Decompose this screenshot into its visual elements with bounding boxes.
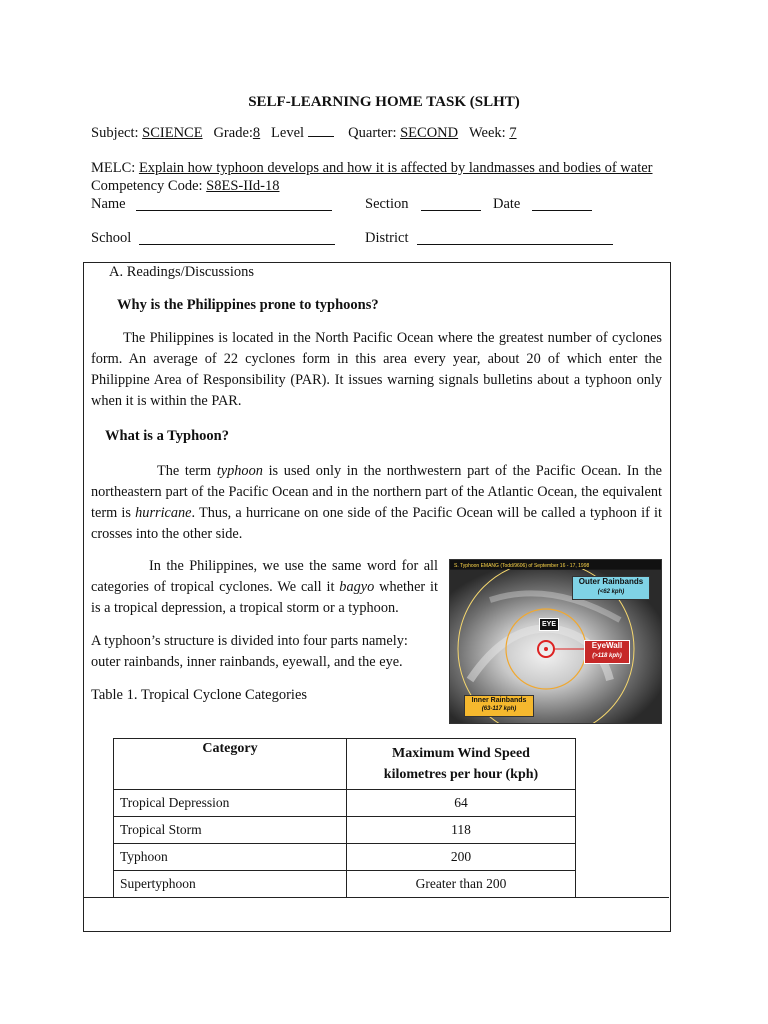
grade-value: 8 <box>252 125 261 141</box>
melc-value: Explain how typhoon develops and how it is affected by landmasses and bodies of water <box>138 160 653 176</box>
question-typhoon: What is a Typhoon? <box>105 428 229 444</box>
speed-cell: 64 <box>347 790 576 817</box>
outer-rainbands-label: Outer Rainbands (<62 kph) <box>572 576 650 600</box>
week-value: 7 <box>509 125 517 141</box>
school-line <box>91 230 131 247</box>
name-label: Name <box>91 196 126 212</box>
quarter-label: Quarter: <box>348 125 401 141</box>
category-cell: Supertyphoon <box>114 871 347 898</box>
competency-code-line <box>91 178 279 195</box>
melc-label: MELC: <box>91 160 139 176</box>
week-label: Week: <box>469 125 510 141</box>
table-row <box>114 871 576 898</box>
category-cell: Tropical Storm <box>114 817 347 844</box>
melc-line <box>91 160 653 177</box>
name-blank[interactable] <box>136 198 332 211</box>
section-label: Section <box>365 196 409 212</box>
speed-cell: Greater than 200 <box>347 871 576 898</box>
date-blank[interactable] <box>532 198 592 211</box>
category-cell: Tropical Depression <box>114 790 347 817</box>
grade-label: Grade: <box>213 125 253 141</box>
header-category: Category <box>114 739 347 790</box>
paragraph-philippines: The Philippines is located in the North Pacific Ocean where the greatest number of cyclones form. An average of 22 cyclones form in this area every year, about 20 of which enter the Philippine Area of Responsibility (PAR). It issues warning signals bulletins about a typhoon only when it is within the PAR. <box>91 330 662 409</box>
school-blank[interactable] <box>139 232 335 245</box>
subject-label: Subject: <box>91 125 143 141</box>
table-caption: Table 1. Tropical Cyclone Categories <box>91 687 308 703</box>
district-line <box>365 230 409 247</box>
level-label: Level <box>271 125 305 141</box>
date-line <box>493 196 520 213</box>
section-line <box>365 196 409 213</box>
date-label: Date <box>493 196 521 212</box>
cyclone-category-table <box>113 738 576 898</box>
question-philippines: Why is the Philippines prone to typhoons? <box>117 297 379 313</box>
subject-line <box>91 124 520 142</box>
table-row <box>114 844 576 871</box>
quarter-value: SECOND <box>400 125 459 141</box>
inner-rainbands-label: Inner Rainbands (63-117 kph) <box>464 695 534 717</box>
paragraph-structure: A typhoon’s structure is divided into four parts namely: outer rainbands, inner rainbands, eyewall, and the eye. <box>91 633 408 670</box>
level-blank[interactable] <box>308 124 334 137</box>
table-row <box>114 790 576 817</box>
district-blank[interactable] <box>417 232 613 245</box>
figure-heading: S. Typhoon EMANG (Todd/9606) of September 16 - 17, 1998 <box>454 563 590 569</box>
district-label: District <box>365 230 409 246</box>
school-label: School <box>91 230 132 246</box>
eyewall-label: EyeWall (>118 kph) <box>584 640 630 664</box>
eye-label: EYE <box>539 618 559 631</box>
typhoon-structure-figure <box>449 559 662 724</box>
code-value: S8ES-IId-18 <box>206 178 280 194</box>
document-title: SELF-LEARNING HOME TASK (SLHT) <box>248 94 520 110</box>
section-blank[interactable] <box>421 198 481 211</box>
speed-cell: 200 <box>347 844 576 871</box>
paragraph-typhoon-term: The term typhoon is used only in the northwestern part of the Pacific Ocean. In the northeastern part of the Pacific Ocean and in the northern part of the Atlantic Ocean, the equivalent term is hurricane. Thus, a hurricane on one side of the Pacific Ocean will be called a typhoon if it crosses into the other side. <box>91 463 662 542</box>
name-line <box>91 196 126 213</box>
header-wind-speed: Maximum Wind Speed kilometres per hour (kph) <box>347 739 576 790</box>
table-row <box>114 817 576 844</box>
table-header-row <box>114 739 576 790</box>
section-a-heading: A. Readings/Discussions <box>109 264 254 280</box>
paragraph-bagyo: In the Philippines, we use the same word for all categories of tropical cyclones. We call it bagyo whether it is a tropical depression, a tropical storm or a typhoon. <box>91 558 438 616</box>
speed-cell: 118 <box>347 817 576 844</box>
subject-value: SCIENCE <box>142 125 203 141</box>
category-cell: Typhoon <box>114 844 347 871</box>
code-label: Competency Code: <box>91 178 207 194</box>
